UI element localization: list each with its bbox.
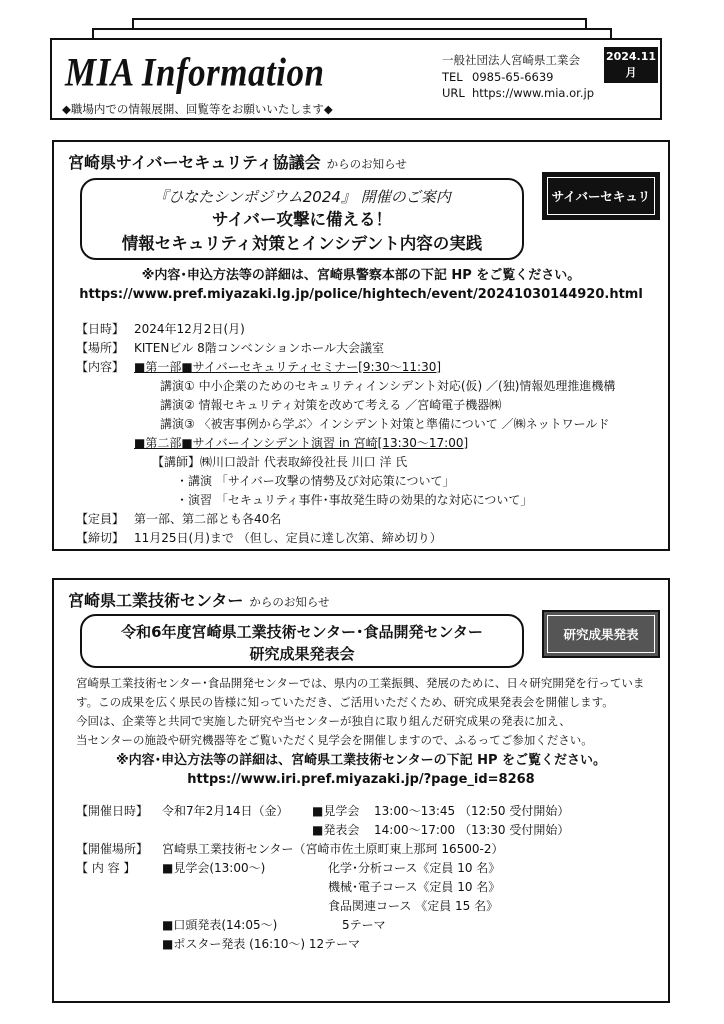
- from-label: からのお知らせ: [326, 157, 407, 171]
- event-place: KITENビル 8階コンベンションホール大会議室: [134, 341, 384, 355]
- event-subtitle: 情報セキュリティ対策とインシデント内容の実践: [121, 234, 483, 253]
- oral-presentation: ■口頭発表(14:05～): [162, 918, 278, 932]
- part1-heading: ■第一部■サイバーセキュリティセミナー[9:30～11:30]: [134, 360, 442, 374]
- organization-name: 宮崎県サイバーセキュリティ協議会: [68, 153, 321, 172]
- event-date: 令和7年2月14日（金）: [162, 804, 289, 818]
- presentation-time: 14:00～17:00 （13:30 受付開始）: [374, 823, 570, 837]
- course-item: 機械･電子コース《定員 10 名》: [328, 880, 501, 894]
- publisher-url[interactable]: https://www.mia.or.jp: [472, 86, 594, 100]
- publisher-info: [442, 52, 594, 102]
- exercise-item: ・演習 「セキュリティ事件･事故発生時の効果的な対応について」: [176, 493, 533, 507]
- event-title: サイバー攻撃に備える！: [211, 210, 392, 229]
- capacity: 第一部、第二部とも各40名: [134, 512, 282, 526]
- event-link[interactable]: https://www.pref.miyazaki.lg.jp/police/hightech/event/20241030144920.html: [79, 287, 643, 302]
- event-details: 【開催日時】 令和7年2月14日（金） ■見学会 13:00～13:45 （12:50 受付開始） ■発表会 14:00～17:00 （13:30 受付開始） 【開催場所】 宮崎県工業技術センター（宮崎市佐土原町東上那珂 16500-2） 【 内 容 】 ■見学会(13:00～) 化学･分析コース《定員 10 名》 機械･電子コース《定員 10 名》 食品関連コース 《定員 15 名》 ■口頭発表(14:05～) 5テーマ ■ポスター発表 (16:10～) 12テーマ: [76, 802, 666, 954]
- section-heading: [68, 150, 407, 173]
- lecturer: 【講師】㈱川口設計 代表取締役社長 川口 洋 氏: [152, 455, 408, 469]
- issue-date: 2024.11 月: [605, 50, 657, 79]
- tel-label: TEL: [442, 69, 463, 84]
- event-link[interactable]: https://www.iri.pref.miyazaki.jp/?page_id=8268: [187, 772, 535, 787]
- newsletter-header: [50, 38, 662, 120]
- event-title-box: [80, 614, 524, 668]
- tel-number: 0985-65-6639: [472, 69, 554, 84]
- event-announcement: 『ひなたシンポジウム2024』 開催のご案内: [153, 188, 451, 206]
- tour-item: ■見学会(13:00～): [162, 861, 266, 875]
- talk-item: 講演③ 〈被害事例から学ぶ〉インシデント対策と準備について ／㈱ネットワールド: [160, 417, 610, 431]
- issue-number: No. 18: [610, 82, 652, 95]
- details-notice: ※内容･申込方法等の詳細は、宮崎県警察本部の下記 HP をご覧ください。 https://www.pref.miyazaki.lg.jp/police/hightech/event/20241030144920.html: [54, 266, 668, 304]
- talk-item: 講演① 中小企業のためのセキュリティインシデント対応(仮) ／(独)情報処理推進機構: [160, 379, 616, 393]
- event-place: 宮崎県工業技術センター（宮崎市佐土原町東上那珂 16500-2）: [162, 842, 504, 856]
- event-date: 2024年12月2日(月): [134, 322, 245, 336]
- issue-badge: [604, 47, 658, 95]
- course-item: 化学･分析コース《定員 10 名》: [328, 861, 501, 875]
- cyber-security-section: [52, 140, 670, 551]
- circulation-note: ◆職場内での情報展開、回覧等をお願いいたします◆: [62, 102, 333, 116]
- event-title-box: [80, 178, 524, 260]
- tour-time: 13:00～13:45 （12:50 受付開始）: [374, 804, 570, 818]
- organization-name: 宮崎県工業技術センター: [68, 591, 244, 610]
- from-label: からのお知らせ: [249, 595, 330, 609]
- event-description: 宮崎県工業技術センター･食品開発センターでは、県内の工業振興、発展のために、日々研究開発を行っています。この成果を広く県民の皆様に知っていただき、ご活用いただくため、研究成果発表会を開催します。 今回は、企業等と共同で実施した研究や当センターが独自に取り組んだ研究成果の発表に加え、 当センターの施設や研究機器等をご覧いただく見学会を開催しますので、ふるってご参加ください。: [76, 676, 645, 747]
- deadline: 11月25日(月)まで （但し、定員に達し次第、締め切り）: [134, 531, 442, 545]
- talk-item: 講演② 情報セキュリティ対策を改めて考える ／宮崎電子機器㈱: [160, 398, 502, 412]
- event-details: 【日時】 2024年12月2日(月) 【場所】 KITENビル 8階コンベンションホール大会議室 【内容】 ■第一部■サイバーセキュリティセミナー[9:30～11:30] 講演① 中小企業のためのセキュリティインシデント対応(仮) ／(独)情報処理推進機構 講演② 情報セキュリティ対策を改めて考える ／宮崎電子機器㈱ 講演③ 〈被害事例から学ぶ〉インシデント対策と準備について ／㈱ネットワールド ■第二部■サイバーインシデント演習 in 宮崎[13:30～17:00] 【講師】㈱川口設計 代表取締役社長 川口 洋 氏 ・講演 「サイバー攻撃の情勢及び対応策について」 ・演習 「セキュリティ事件･事故発生時の効果的な対応について」 【定員】 第一部、第二部とも各40名 【締切】 11月25日(月)まで （但し、定員に達し次第、締め切り）: [76, 320, 666, 548]
- category-badge: 研究成果発表: [542, 610, 660, 658]
- event-subtitle: 研究成果発表会: [249, 645, 355, 663]
- publisher-name: 一般社団法人宮崎県工業会: [442, 53, 580, 67]
- newsletter-title: MIA Information: [65, 50, 325, 95]
- lecture-item: ・講演 「サイバー攻撃の情勢及び対応策について」: [176, 474, 455, 488]
- details-notice: ※内容･申込方法等の詳細は、宮崎県工業技術センターの下記 HP をご覧ください。 https://www.iri.pref.miyazaki.jp/?page_id=8268: [54, 751, 668, 789]
- oral-theme-count: 5テーマ: [342, 918, 386, 932]
- event-title: 令和6年度宮崎県工業技術センター･食品開発センター: [121, 623, 483, 641]
- category-badge: サイバーセキュリティ: [542, 172, 660, 220]
- course-item: 食品関連コース 《定員 15 名》: [328, 899, 499, 913]
- url-label: URL: [442, 86, 465, 100]
- industrial-tech-center-section: [52, 578, 670, 1003]
- part2-heading: ■第二部■サイバーインシデント演習 in 宮崎[13:30～17:00]: [134, 436, 469, 450]
- section-heading: [68, 588, 330, 611]
- poster-presentation: ■ポスター発表 (16:10～) 12テーマ: [162, 937, 361, 951]
